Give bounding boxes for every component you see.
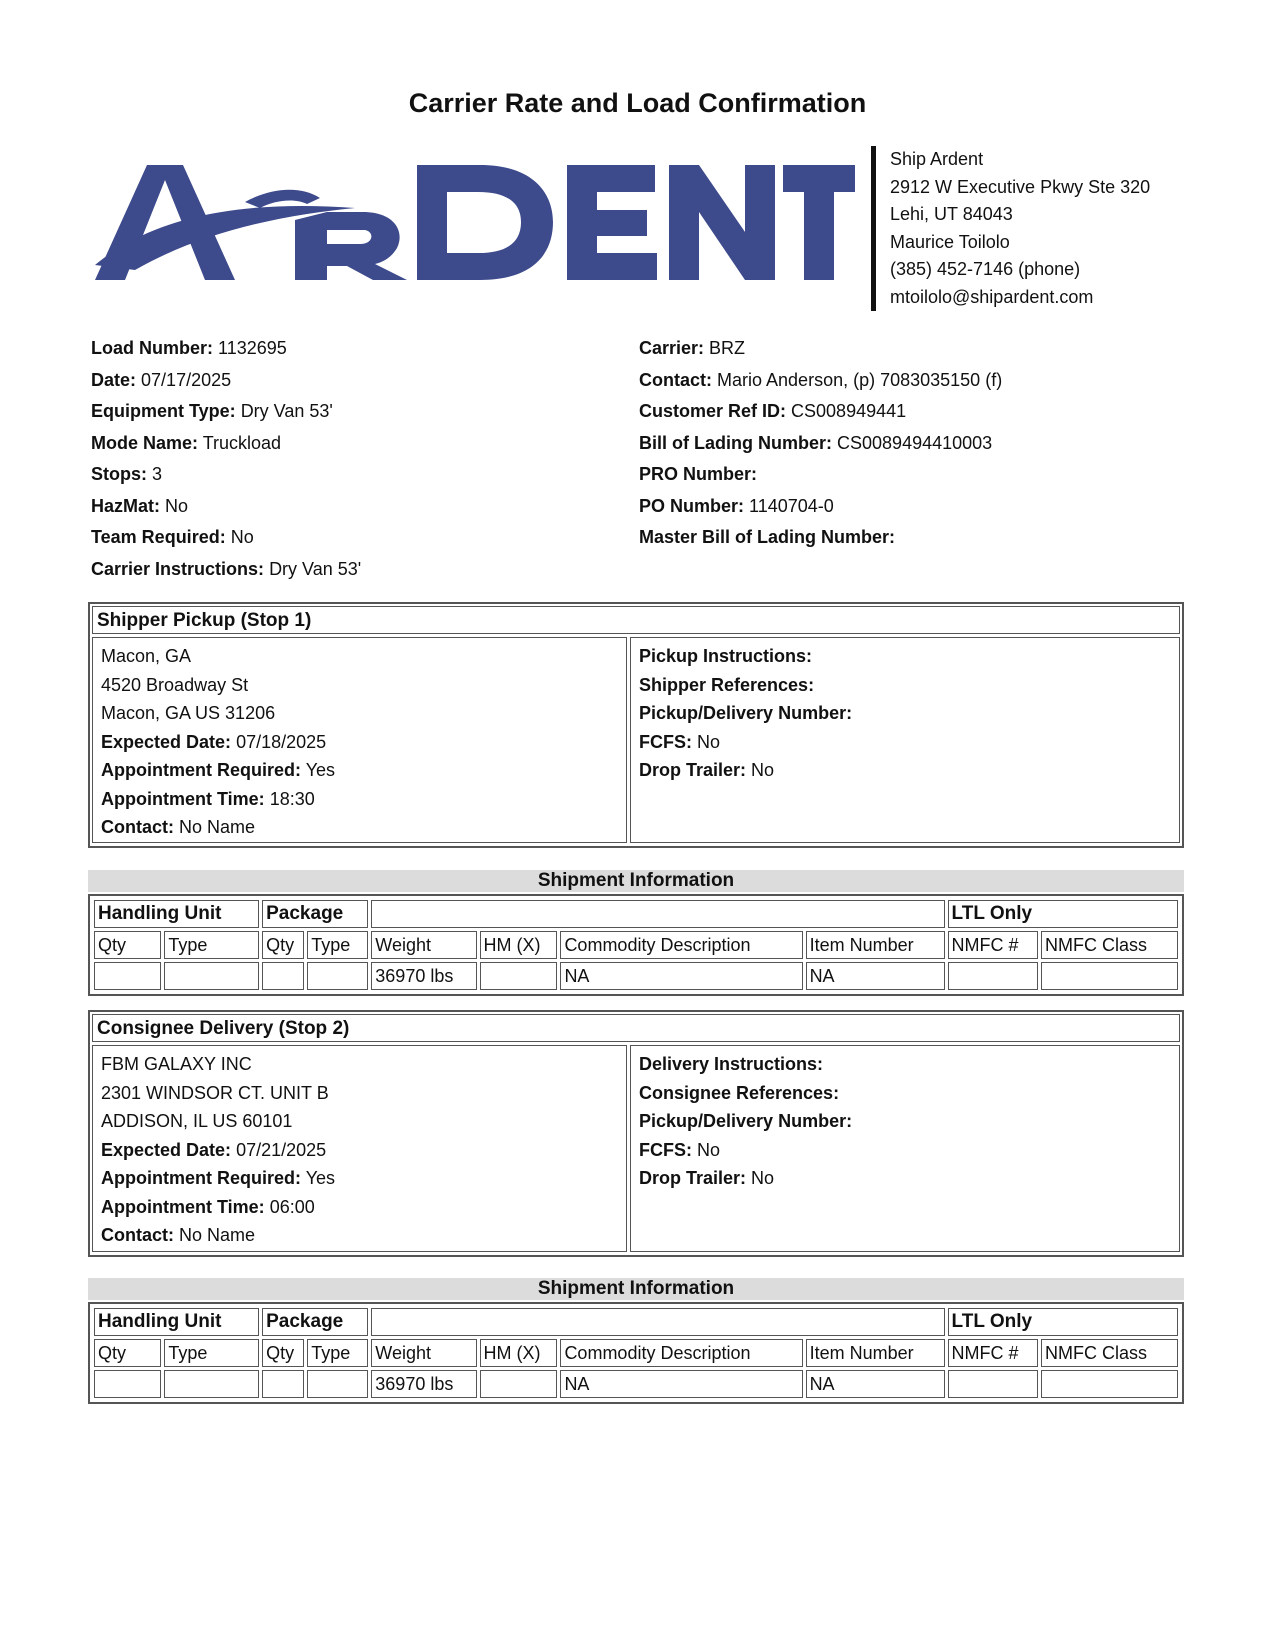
shipment-information-table — [88, 894, 1184, 996]
table-cell — [164, 1370, 259, 1398]
contact-row — [639, 365, 1002, 397]
pickup-instructions-row — [639, 642, 1171, 671]
field-label: Expected Date: — [101, 1139, 232, 1160]
field-value: No Name — [179, 817, 256, 837]
package-header: Package — [262, 900, 368, 928]
field-label: Customer Ref ID: — [639, 401, 787, 421]
carrier-row — [639, 333, 1002, 365]
company-phone: (385) 452-7146 (phone) — [890, 259, 1081, 279]
bill-of-lading-value: CS0089494410003 — [837, 432, 993, 453]
hazmat-row — [91, 491, 361, 523]
field-label: Consignee References: — [639, 1082, 840, 1103]
column-header: Commodity Description — [560, 1339, 802, 1367]
logo-letter-r — [295, 212, 407, 280]
field-value: No Name — [179, 1225, 256, 1245]
table-cell — [262, 962, 304, 990]
ltl-only-header: LTL Only — [948, 900, 1178, 928]
logo-letter-e — [567, 165, 657, 280]
column-header: NMFC Class — [1041, 931, 1178, 959]
table-row — [94, 1370, 1178, 1398]
column-header: Qty — [94, 931, 161, 959]
stop-address-line: Macon, GA US 31206 — [101, 703, 276, 723]
field-label: Pickup Instructions: — [639, 646, 813, 666]
bill-of-lading-row — [639, 428, 1002, 460]
stop-address-line: 4520 Broadway St — [101, 674, 249, 695]
company-address-line1: 2912 W Executive Pkwy Ste 320 — [890, 176, 1151, 197]
stops-value: 3 — [152, 464, 163, 484]
drop-trailer-row — [639, 1164, 1171, 1193]
load-details-right — [639, 333, 1002, 554]
hazmat-value: No — [165, 495, 189, 516]
table-cell: NA — [806, 1370, 945, 1398]
field-label: Shipper References: — [639, 674, 815, 695]
table-cell — [94, 1370, 161, 1398]
load-number-row — [91, 333, 361, 365]
shipment-column-header-row — [94, 931, 1178, 959]
field-value: No — [697, 731, 721, 752]
pickup-delivery-number-row — [639, 699, 1171, 728]
field-label: Expected Date: — [101, 731, 232, 752]
logo-letter-t — [783, 165, 855, 280]
field-label: Mode Name: — [91, 432, 199, 453]
appointment-required-row — [101, 1164, 618, 1193]
stop-address-panel — [92, 637, 627, 843]
load-number-value: 1132695 — [218, 338, 287, 358]
field-label: Contact: — [101, 1225, 174, 1245]
field-label: Contact: — [639, 369, 712, 390]
field-label: Drop Trailer: — [639, 760, 747, 780]
shipment-group-header-row — [94, 1308, 1178, 1336]
appointment-required-row — [101, 756, 618, 785]
field-value: 07/18/2025 — [236, 731, 327, 752]
shipment-information-title: Shipment Information — [88, 1278, 1184, 1300]
carrier-value: BRZ — [709, 338, 746, 358]
column-header: Qty — [262, 931, 304, 959]
field-label: FCFS: — [639, 731, 692, 752]
consignee-references-row — [639, 1079, 1171, 1108]
field-label: Stops: — [91, 464, 147, 484]
column-header: NMFC Class — [1041, 1339, 1178, 1367]
field-label: Delivery Instructions: — [639, 1054, 824, 1074]
field-value: No — [751, 1168, 775, 1188]
company-name: Ship Ardent — [890, 149, 984, 169]
field-value: Yes — [305, 760, 336, 780]
column-header: Weight — [371, 1339, 476, 1367]
table-cell — [307, 1370, 368, 1398]
field-label: Team Required: — [91, 527, 226, 547]
contact-value: Mario Anderson, (p) 7083035150 (f) — [717, 369, 1003, 390]
field-label: Pickup/Delivery Number: — [639, 1111, 853, 1131]
table-cell: NA — [806, 962, 945, 990]
column-header: Qty — [94, 1339, 161, 1367]
carrier-instructions-value: Dry Van 53' — [269, 558, 362, 579]
stop-instructions-panel — [630, 1045, 1180, 1252]
team-required-value: No — [230, 527, 254, 547]
table-row — [94, 962, 1178, 990]
table-cell — [1041, 962, 1178, 990]
field-label: Carrier Instructions: — [91, 558, 265, 579]
stop-address-panel — [92, 1045, 627, 1252]
table-cell — [262, 1370, 304, 1398]
equipment-type-value: Dry Van 53' — [240, 401, 333, 421]
appointment-time-row — [101, 785, 618, 814]
column-header: Type — [307, 1339, 368, 1367]
field-label: Contact: — [101, 817, 174, 837]
blank-group-header — [371, 900, 944, 928]
field-label: PRO Number: — [639, 464, 758, 484]
expected-date-row — [101, 728, 618, 757]
table-cell — [307, 962, 368, 990]
fcfs-row — [639, 1136, 1171, 1165]
shipper-references-row — [639, 671, 1171, 700]
po-number-row — [639, 491, 1002, 523]
field-label: Appointment Required: — [101, 1168, 301, 1188]
master-bol-row — [639, 522, 1002, 554]
field-value: No — [751, 760, 775, 780]
company-address-line2: Lehi, UT 84043 — [890, 204, 1013, 224]
contact-row — [101, 1221, 618, 1250]
stop-instructions-panel — [630, 637, 1180, 843]
table-cell: NA — [560, 1370, 802, 1398]
field-label: Load Number: — [91, 338, 214, 358]
field-value: No — [697, 1139, 721, 1160]
load-details-left — [91, 333, 361, 585]
company-address-block — [871, 146, 1150, 311]
stop-heading: Shipper Pickup (Stop 1) — [92, 606, 1180, 634]
stop-address-line: ADDISON, IL US 60101 — [101, 1111, 293, 1131]
column-header: Qty — [262, 1339, 304, 1367]
carrier-instructions-row — [91, 554, 361, 586]
stop-address-line: 2301 WINDSOR CT. UNIT B — [101, 1082, 329, 1103]
table-cell — [94, 962, 161, 990]
field-value: 07/21/2025 — [236, 1139, 327, 1160]
column-header: Item Number — [806, 1339, 945, 1367]
handling-unit-header: Handling Unit — [94, 1308, 259, 1336]
mode-name-value: Truckload — [202, 432, 282, 453]
column-header: NMFC # — [948, 1339, 1039, 1367]
table-cell — [480, 1370, 558, 1398]
company-email: mtoilolo@shipardent.com — [890, 286, 1094, 307]
handling-unit-header: Handling Unit — [94, 900, 259, 928]
field-label: Equipment Type: — [91, 401, 236, 421]
column-header: Commodity Description — [560, 931, 802, 959]
table-cell — [480, 962, 558, 990]
field-label: Appointment Time: — [101, 788, 265, 809]
column-header: Type — [164, 1339, 259, 1367]
table-cell — [948, 1370, 1039, 1398]
logo-letter-d — [417, 165, 553, 280]
customer-ref-value: CS008949441 — [791, 401, 907, 421]
table-cell: 36970 lbs — [371, 962, 476, 990]
company-contact: Maurice Toilolo — [890, 231, 1010, 252]
po-number-value: 1140704-0 — [749, 495, 834, 516]
column-header: Type — [307, 931, 368, 959]
column-header: Weight — [371, 931, 476, 959]
date-row — [91, 365, 361, 397]
field-value: 18:30 — [269, 788, 315, 809]
field-label: FCFS: — [639, 1139, 692, 1160]
logo-letter-n — [669, 165, 775, 280]
pickup-delivery-number-row — [639, 1107, 1171, 1136]
stop-address-line: FBM GALAXY INC — [101, 1054, 252, 1074]
customer-ref-row — [639, 396, 1002, 428]
stop-heading: Consignee Delivery (Stop 2) — [92, 1014, 1180, 1042]
shipper-pickup-section — [88, 602, 1184, 848]
date-value: 07/17/2025 — [141, 369, 232, 390]
field-label: Master Bill of Lading Number: — [639, 527, 896, 547]
equipment-type-row — [91, 396, 361, 428]
ltl-only-header: LTL Only — [948, 1308, 1178, 1336]
mode-name-row — [91, 428, 361, 460]
ardent-logo — [95, 160, 855, 285]
stops-row — [91, 459, 361, 491]
column-header: Item Number — [806, 931, 945, 959]
column-header: HM (X) — [480, 1339, 558, 1367]
column-header: HM (X) — [480, 931, 558, 959]
field-label: Bill of Lading Number: — [639, 432, 832, 453]
document-title: Carrier Rate and Load Confirmation — [408, 88, 867, 118]
pro-number-row — [639, 459, 1002, 491]
table-cell — [1041, 1370, 1178, 1398]
stop-address-line: Macon, GA — [101, 646, 192, 666]
expected-date-row — [101, 1136, 618, 1165]
field-label: Date: — [91, 369, 137, 390]
consignee-delivery-section — [88, 1010, 1184, 1257]
logo-eagle-head — [245, 190, 320, 208]
field-value: 06:00 — [269, 1196, 315, 1217]
table-cell — [164, 962, 259, 990]
field-label: Carrier: — [639, 338, 705, 358]
field-value: Yes — [305, 1168, 336, 1188]
blank-group-header — [371, 1308, 944, 1336]
shipment-group-header-row — [94, 900, 1178, 928]
field-label: Pickup/Delivery Number: — [639, 703, 853, 723]
field-label: Drop Trailer: — [639, 1168, 747, 1188]
column-header: Type — [164, 931, 259, 959]
field-label: HazMat: — [91, 495, 161, 516]
table-cell — [948, 962, 1039, 990]
drop-trailer-row — [639, 756, 1171, 785]
shipment-column-header-row — [94, 1339, 1178, 1367]
field-label: Appointment Required: — [101, 760, 301, 780]
table-cell: NA — [560, 962, 802, 990]
team-required-row — [91, 522, 361, 554]
field-label: PO Number: — [639, 495, 745, 516]
shipment-information-title: Shipment Information — [88, 870, 1184, 892]
column-header: NMFC # — [948, 931, 1039, 959]
package-header: Package — [262, 1308, 368, 1336]
shipment-information-table — [88, 1302, 1184, 1404]
delivery-instructions-row — [639, 1050, 1171, 1079]
fcfs-row — [639, 728, 1171, 757]
appointment-time-row — [101, 1193, 618, 1222]
contact-row — [101, 813, 618, 842]
field-label: Appointment Time: — [101, 1196, 265, 1217]
table-cell: 36970 lbs — [371, 1370, 476, 1398]
